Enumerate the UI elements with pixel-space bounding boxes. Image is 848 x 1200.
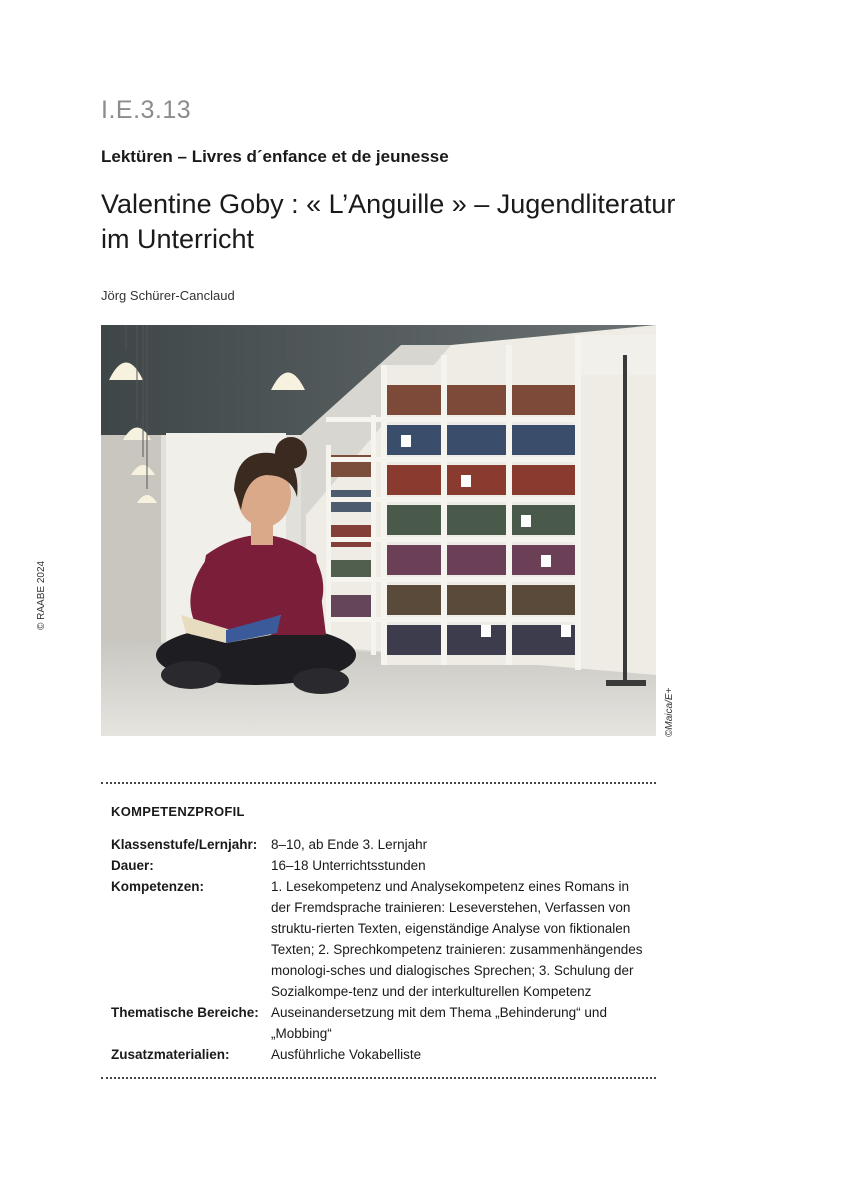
photo-credit-text: ©Maica/E+ — [664, 687, 675, 737]
profile-row-competences — [111, 876, 651, 1002]
document-code: I.E.3.13 — [101, 96, 192, 124]
profile-label: Zusatzmaterialien: — [111, 1047, 230, 1062]
profile-row-topics — [111, 1002, 651, 1044]
profile-value: 1. Lesekompetenz und Analysekompetenz eines Romans in der Fremdsprache trainieren: Leseverstehen, Verfassen von struktu-rierten Texten, eigenständige Analyse von fiktionalen Texten; 2. Sprechkompetenz trainieren: zusammenhängendes monologi-sches und dialogisches Sprechen; 3. Schulung der Sozialkompe-tenz und der interkulturellen Kompetenz — [271, 879, 643, 999]
copyright-notice — [36, 560, 50, 640]
profile-label: Thematische Bereiche: — [111, 1005, 259, 1020]
profile-label: Dauer: — [111, 858, 154, 873]
profile-value: Ausführliche Vokabelliste — [271, 1047, 422, 1062]
profile-heading: KOMPETENZPROFIL — [111, 804, 245, 819]
profile-value: 16–18 Unterrichtsstunden — [271, 858, 426, 873]
author-name: Jörg Schürer-Canclaud — [101, 288, 235, 303]
series-title: Lektüren – Livres d´enfance et de jeunesse — [101, 147, 449, 166]
library-photo — [101, 325, 656, 736]
page-title: Valentine Goby : « L’Anguille » – Jugendliteratur im Unterricht — [101, 189, 676, 254]
library-reading-photo-icon — [101, 325, 656, 736]
profile-label: Klassenstufe/Lernjahr: — [111, 837, 258, 852]
copyright-text: © RAABE 2024 — [36, 560, 47, 630]
profile-row-grade — [111, 834, 651, 855]
profile-row-duration — [111, 855, 651, 876]
profile-value: 8–10, ab Ende 3. Lernjahr — [271, 837, 428, 852]
competence-profile — [111, 804, 651, 1065]
profile-value: Auseinandersetzung mit dem Thema „Behinderung“ und „Mobbing“ — [271, 1005, 607, 1041]
photo-credit — [664, 687, 676, 738]
profile-row-materials — [111, 1044, 651, 1065]
divider-bottom — [101, 1077, 656, 1079]
divider-top — [101, 782, 656, 784]
profile-label: Kompetenzen: — [111, 879, 205, 894]
